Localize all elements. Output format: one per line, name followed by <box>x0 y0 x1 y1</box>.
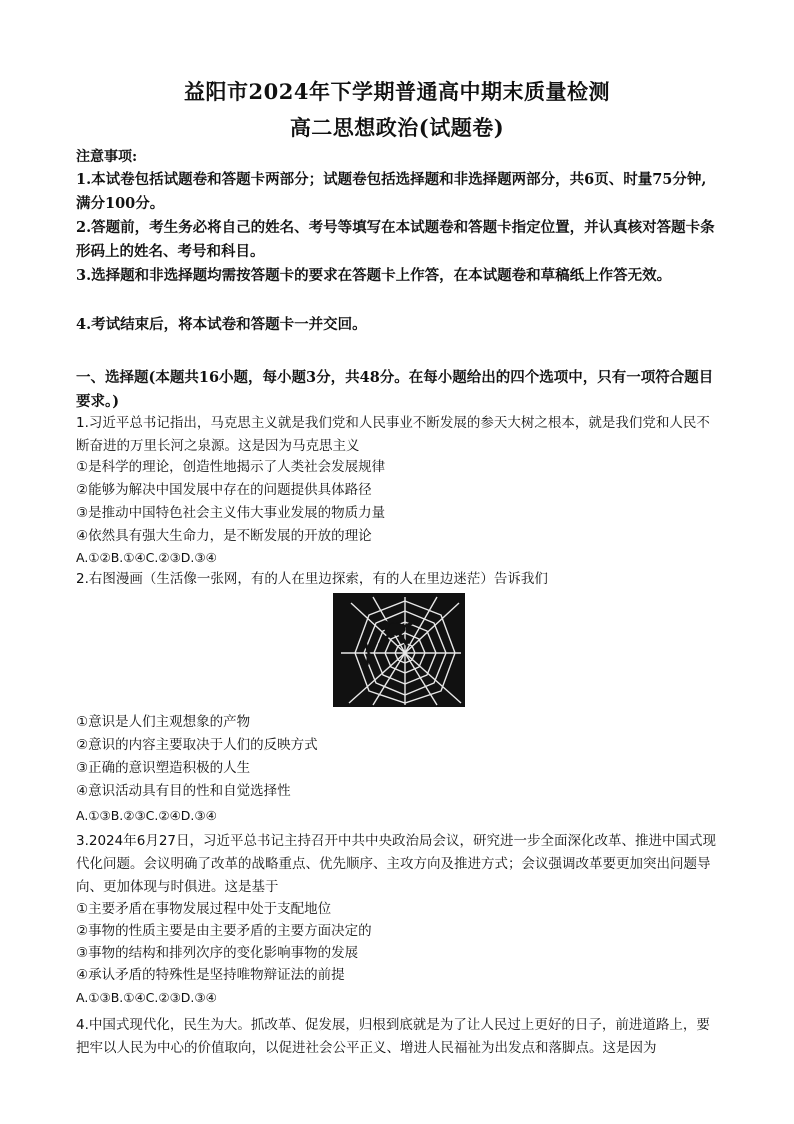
spider-web-icon <box>333 593 465 707</box>
notice-item: 2.答题前，考生务必将自己的姓名、考号等填写在本试题卷和答题卡指定位置，并认真核对答题卡条形码上的姓名、考号和科目。 <box>76 219 715 260</box>
notice-item: 3.选择题和非选择题均需按答题卡的要求在答题卡上作答，在本试题卷和草稿纸上作答无效。 <box>76 267 672 284</box>
question-option: ③是推动中国特色社会主义伟大事业发展的物质力量 <box>76 505 386 521</box>
question-option: ④意识活动具有目的性和自觉选择性 <box>76 783 291 799</box>
exam-title: 益阳市2024年下学期普通高中期末质量检测 <box>184 79 610 104</box>
answer-choices: A.①②B.①④C.②③D.③④ <box>76 550 217 565</box>
exam-subtitle: 高二思想政治(试题卷) <box>289 115 505 140</box>
question-option: ③正确的意识塑造积极的人生 <box>76 760 251 776</box>
answer-choices: A.①③B.②③C.②④D.③④ <box>76 808 217 823</box>
question-option: ③事物的结构和排列次序的变化影响事物的发展 <box>76 945 359 961</box>
notice-heading: 注意事项: <box>76 149 138 165</box>
question-option: ②事物的性质主要是由主要矛盾的主要方面决定的 <box>76 923 372 939</box>
spider-web-cartoon-image <box>333 593 465 707</box>
question-option: ④依然具有强大生命力，是不断发展的开放的理论 <box>76 528 372 544</box>
question-stem: 1.习近平总书记指出，马克思主义就是我们党和人民事业不断发展的参天大树之根本，就是我们党和人民不断奋进的万里长河之泉源。这是因为马克思主义 <box>76 415 710 454</box>
question-option: ②意识的内容主要取决于人们的反映方式 <box>76 737 318 753</box>
question-option: ④承认矛盾的特殊性是坚持唯物辩证法的前提 <box>76 967 345 983</box>
question-stem: 4.中国式现代化，民生为大。抓改革、促发展，归根到底就是为了让人民过上更好的日子，前进道路上，要把牢以人民为中心的价值取向，以促进社会公平正义、增进人民福祉为出发点和落脚点。这是因为 <box>76 1017 710 1056</box>
question-option: ②能够为解决中国发展中存在的问题提供具体路径 <box>76 482 372 498</box>
answer-choices: A.①③B.①④C.②③D.③④ <box>76 990 217 1005</box>
question-option: ①意识是人们主观想象的产物 <box>76 714 251 730</box>
question-option: ①主要矛盾在事物发展过程中处于支配地位 <box>76 901 332 917</box>
question-stem: 3.2024年6月27日，习近平总书记主持召开中共中央政治局会议，研究进一步全面深化改革、推进中国式现代化问题。会议明确了改革的战略重点、优先顺序、主攻方向及推进方式；会议强调改革要更加突出问题导向、更加体现与时俱进。这是基于 <box>76 833 717 895</box>
notice-item: 1.本试卷包括试题卷和答题卡两部分；试题卷包括选择题和非选择题两部分，共6页、时量75分钟,满分100分。 <box>76 171 707 212</box>
notice-item: 4.考试结束后，将本试卷和答题卡一并交回。 <box>76 316 367 333</box>
question-stem: 2.右图漫画（生活像一张网，有的人在里边探索，有的人在里边迷茫）告诉我们 <box>76 571 548 587</box>
section-heading: 一、选择题(本题共16小题，每小题3分，共48分。在每小题给出的四个选项中，只有一项符合题目要求。) <box>76 369 714 410</box>
question-option: ①是科学的理论，创造性地揭示了人类社会发展规律 <box>76 459 386 475</box>
